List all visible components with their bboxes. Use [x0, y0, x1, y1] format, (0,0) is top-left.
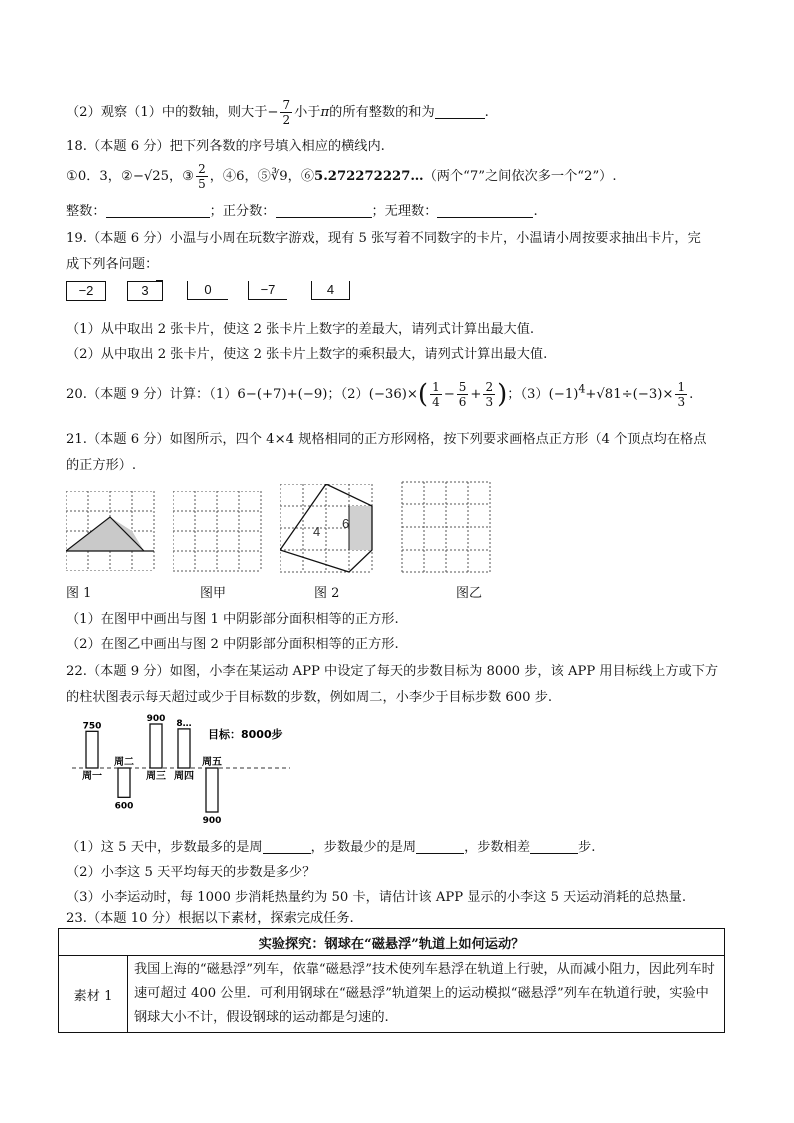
q23-title: 23.（本题 10 分）根据以下素材，探索完成任务. — [66, 911, 354, 926]
integer-blank[interactable] — [106, 203, 210, 218]
bar-2 — [118, 768, 130, 797]
bar-value-label-1: 750 — [82, 721, 102, 732]
category-label-3: 周三 — [146, 771, 166, 782]
card-3: 0 — [187, 281, 228, 300]
caption-figure-yi: 图乙 — [456, 586, 483, 601]
caption-figure-1: 图 1 — [66, 586, 92, 601]
q22-part1: （1）这 5 天中，步数最多的是周 ，步数最少的是周 ，步数相差 步. — [66, 840, 596, 855]
q19-title: 19.（本题 6 分）小温与小周在玩数字游戏，现有 5 张写着不同数字的卡片，小温请小周按要求抽出卡片，完 — [66, 231, 701, 246]
q20-line: 20.（本题 9 分）计算：（1）6−(+7)+(−9)；（2）(−36)×( $\frac{1}{4}$ − $\frac{5}{6}$ + $\frac{2}{3}$ )；$(3)(-1)^4+√81\div(-3)\times$ $\frac{1}{3}$ . — [66, 379, 694, 410]
fewest-steps-day-blank[interactable] — [416, 839, 464, 854]
bar-value-label-2: 600 — [114, 801, 134, 812]
bar-1 — [86, 731, 98, 768]
material-text: 我国上海的“磁悬浮”列车，依靠“磁悬浮”技术使列车悬浮在轨道上行驶，从而减小阻力，因此列车时速可超过 400 公里．可利用钢球在“磁悬浮”轨道架上的运动模拟“磁悬浮”列车在轨道行驶，实验中钢球大小不计，假设钢球的运动都是匀速的. — [128, 956, 725, 1033]
bar-4 — [178, 729, 190, 768]
bar-value-label-3: 900 — [146, 714, 166, 724]
q22-part2: （2）小李这 5 天平均每天的步数是多少？ — [66, 865, 316, 880]
grid-figure-yi[interactable] — [400, 480, 494, 576]
q17-part2: （2）观察（1）中的数轴，则大于− $\frac{7}{2}$ 小于π的所有整数的和为 . — [66, 98, 489, 127]
grid-figure-2 — [280, 484, 376, 574]
most-steps-day-blank[interactable] — [263, 839, 311, 854]
q22-part3: （3）小李运动时，每 1000 步消耗热量约为 50 卡，请估计该 APP 显示的小李这 5 天运动消耗的总热量. — [66, 890, 687, 905]
bar-3 — [150, 724, 162, 768]
category-label-2: 周二 — [114, 757, 134, 768]
q21-part2: （2）在图乙中画出与图 2 中阴影部分面积相等的正方形. — [66, 637, 399, 652]
q22-title-cont: 的柱状图表示每天超过或少于目标数的步数，例如周二，小李少于目标步数 600 步. — [66, 690, 553, 705]
caption-figure-jia: 图甲 — [200, 586, 227, 601]
q19-title-cont: 成下列各问题： — [66, 257, 159, 272]
q21-part1: （1）在图甲中画出与图 1 中阴影部分面积相等的正方形. — [66, 612, 399, 627]
bar-value-label-4: 8… — [176, 718, 192, 729]
q18-title: 18.（本题 6 分）把下列各数的序号填入相应的横线内. — [66, 139, 385, 154]
material-table — [58, 928, 725, 1033]
category-label-4: 周四 — [174, 771, 194, 782]
q18-answers: 整数： ；正分数： ；无理数： . — [66, 204, 538, 219]
caption-figure-2: 图 2 — [314, 586, 340, 601]
svg-text:4: 4 — [313, 524, 321, 539]
fraction-2-5: $\frac{2}{5}$ — [198, 162, 206, 191]
q21-title: 21.（本题 6 分）如图所示，四个 4×4 规格相同的正方形网格，按下列要求画格点正方形（4 个顶点均在格点 — [66, 432, 707, 447]
q19-part2: （2）从中取出 2 张卡片，使这 2 张卡片上数字的乘积最大，请列式计算出最大值. — [66, 347, 548, 362]
irrational-blank[interactable] — [437, 203, 533, 218]
material-label: 素材 1 — [59, 956, 128, 1033]
q21-title-cont: 的正方形）. — [66, 458, 137, 473]
card-2: 3 — [127, 281, 163, 301]
q22-title: 22.（本题 9 分）如图，小李在某运动 APP 中设定了每天的步数目标为 8000 步，该 APP 用目标线上方或下方 — [66, 664, 719, 679]
q19-part1: （1）从中取出 2 张卡片，使这 2 张卡片上数字的差最大，请列式计算出最大值. — [66, 322, 535, 337]
bar-value-label-5: 900 — [202, 816, 222, 826]
positive-fraction-blank[interactable] — [276, 203, 372, 218]
grid-figure-1 — [66, 491, 156, 571]
category-label-1: 周一 — [82, 771, 102, 782]
grid-figure-jia[interactable] — [173, 491, 263, 573]
target-annotation: 目标：8000步 — [208, 728, 283, 741]
bar-5 — [206, 768, 218, 812]
q18-numbers: ①0．3，②−√25，③ $\frac{2}{5}$ ，④6，⑤∛9，⑥5.272272227…（两个“7”之间依次多一个“2”）. — [66, 162, 617, 191]
card-5: 4 — [311, 281, 350, 300]
category-label-5: 周五 — [202, 757, 222, 768]
card-1: −2 — [66, 281, 106, 301]
card-4: −7 — [248, 281, 287, 300]
material-table-header: 实验探究：钢球在“磁悬浮”轨道上如何运动？ — [59, 929, 725, 956]
fraction-7-2: $\frac{7}{2}$ — [282, 98, 291, 127]
step-difference-blank[interactable] — [530, 839, 578, 854]
steps-bar-chart — [66, 706, 296, 831]
svg-text:6: 6 — [342, 516, 350, 531]
answer-blank[interactable] — [435, 104, 485, 119]
